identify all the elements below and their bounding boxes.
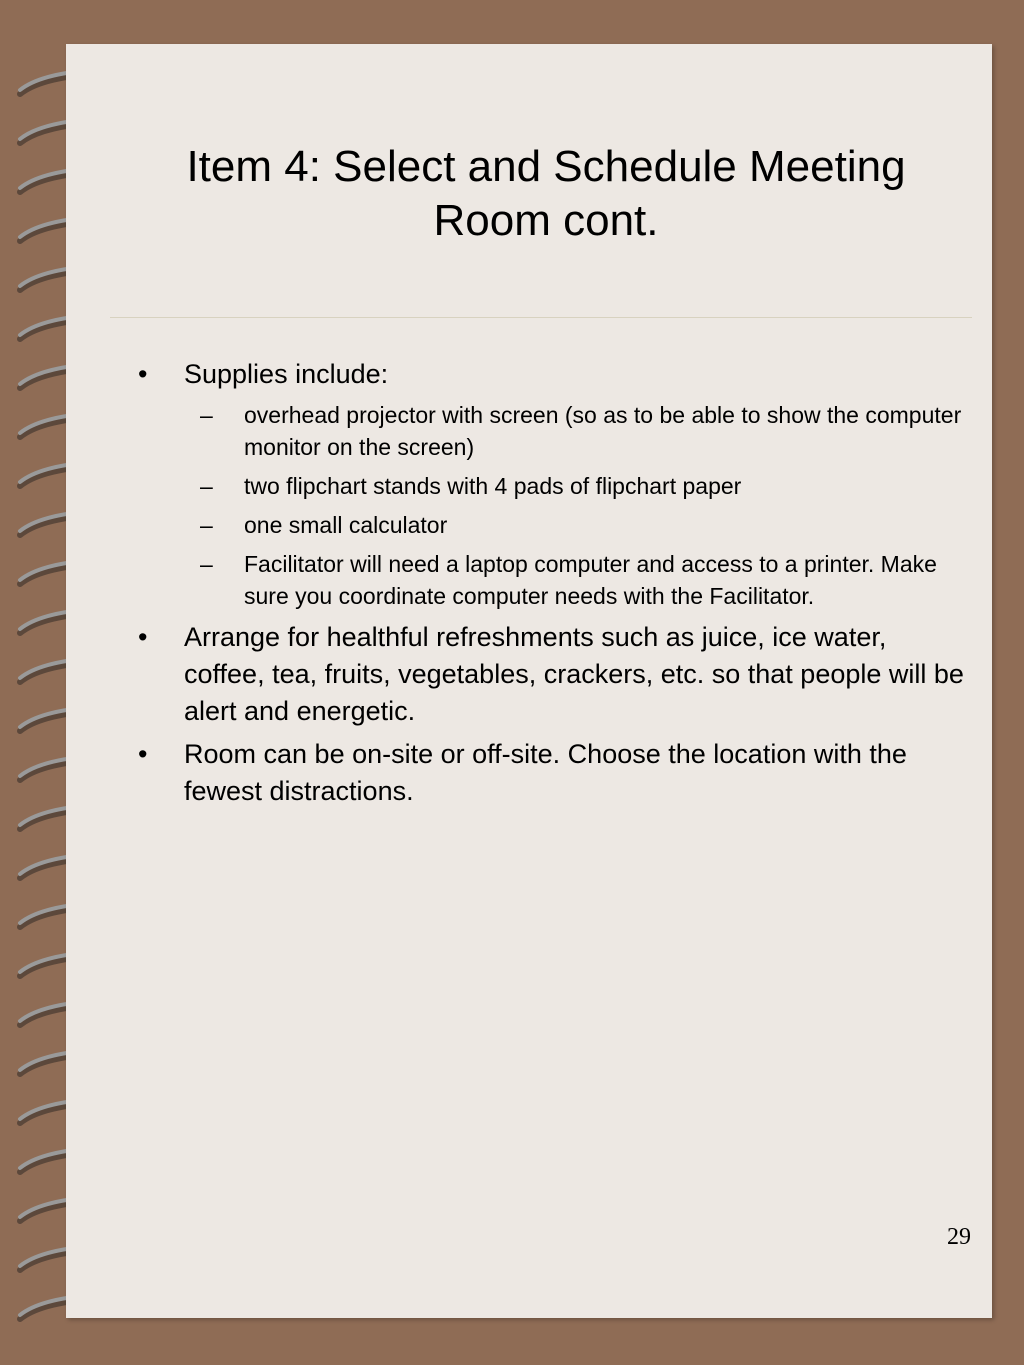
bullet-list [126, 356, 966, 816]
sub-bullet-text: Facilitator will need a laptop computer and access to a printer. Make sure you coordinate computer needs with the Facilitator. [244, 551, 937, 609]
page-title [166, 140, 926, 248]
title-line-1: Item 4: Select and Schedule Meeting [186, 142, 906, 191]
bullet-location [126, 736, 966, 810]
sub-bullet-text: two flipchart stands with 4 pads of flipchart paper [244, 473, 742, 499]
bullet-text: Room can be on-site or off-site. Choose the location with the fewest distractions. [184, 739, 907, 806]
dash-marker: – [200, 473, 213, 499]
page-number: 29 [947, 1224, 971, 1250]
bullet-marker: • [138, 359, 148, 389]
title-line-2: Room cont. [433, 196, 659, 245]
notebook-page [66, 44, 992, 1318]
title-divider [110, 317, 972, 318]
dash-marker: – [200, 551, 213, 577]
sub-bullet-projector [126, 399, 966, 463]
sub-bullet-laptop [126, 548, 966, 612]
bullet-marker: • [138, 739, 148, 769]
sub-bullet-flipchart [126, 470, 966, 502]
sub-bullet-text: overhead projector with screen (so as to be able to show the computer monitor on the screen) [244, 402, 962, 460]
dash-marker: – [200, 512, 213, 538]
bullet-marker: • [138, 622, 148, 652]
bullet-supplies [126, 356, 966, 393]
sub-bullet-calculator [126, 509, 966, 541]
supplies-sublist [126, 399, 966, 612]
bullet-text: Arrange for healthful refreshments such as juice, ice water, coffee, tea, fruits, vegetables, crackers, etc. so that people will be alert and energetic. [184, 622, 964, 726]
sub-bullet-text: one small calculator [244, 512, 448, 538]
bullet-text: Supplies include: [184, 359, 389, 389]
bullet-refreshments [126, 619, 966, 730]
dash-marker: – [200, 402, 213, 428]
